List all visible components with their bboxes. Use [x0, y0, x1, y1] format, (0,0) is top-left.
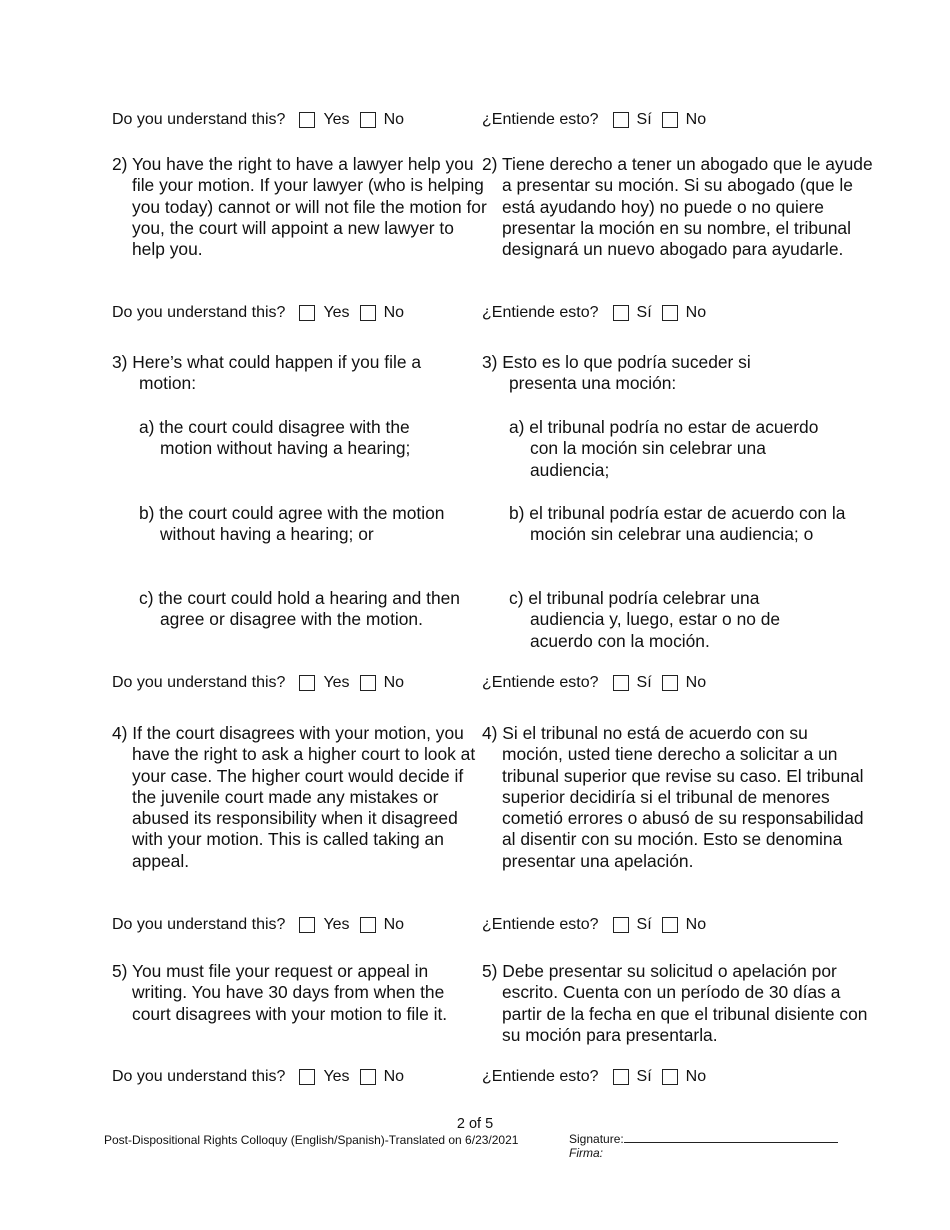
understand-question-5-en: Do you understand this? Yes No [112, 1068, 405, 1085]
no-checkbox-1-en[interactable] [360, 112, 376, 128]
item-3c-es: c) el tribunal podría celebrar una audiencia y, luego, estar o no de acuerdo con la moción. [509, 588, 781, 651]
item-3c-en: c) the court could hold a hearing and then agree or disagree with the motion. [139, 588, 460, 630]
item-5-en: 5) You must file your request or appeal in writing. You have 30 days from when the court disagrees with your motion to file it. [112, 961, 448, 1024]
no-checkbox-5-en[interactable] [360, 1069, 376, 1085]
item-2-en: 2) You have the right to have a lawyer help you file your motion. If your lawyer (who is helping you today) cannot or will not file the motion for you, the court will appoint a new lawyer to help you. [112, 154, 487, 260]
item-4-en: 4) If the court disagrees with your motion, you have the right to ask a higher court to look at your case. The higher court would decide if the juvenile court made any mistakes or abused its responsibility when it disagreed with your motion. This is called taking an appeal. [112, 723, 476, 871]
firma-label: Firma: [569, 1146, 603, 1160]
yes-checkbox-5-en[interactable] [299, 1069, 315, 1085]
understand-question-3-es: ¿Entiende esto? Sí No [482, 674, 707, 691]
no-checkbox-2-en[interactable] [360, 305, 376, 321]
item-3-es: 3) Esto es lo que podría suceder si presenta una moción: [482, 352, 751, 394]
item-3a-en: a) the court could disagree with the motion without having a hearing; [139, 417, 411, 459]
page-number: 2 of 5 [456, 1116, 494, 1132]
document-title-footer: Post-Dispositional Rights Colloquy (English/Spanish)-Translated on 6/23/2021 [104, 1133, 519, 1147]
yes-checkbox-3-en[interactable] [299, 675, 315, 691]
no-checkbox-4-en[interactable] [360, 917, 376, 933]
signature-block [569, 1131, 838, 1160]
no-checkbox-3-es[interactable] [662, 675, 678, 691]
item-3a-es: a) el tribunal podría no estar de acuerdo con la moción sin celebrar una audiencia; [509, 417, 819, 480]
understand-question-3-en: Do you understand this? Yes No [112, 674, 405, 691]
no-checkbox-5-es[interactable] [662, 1069, 678, 1085]
yes-checkbox-4-en[interactable] [299, 917, 315, 933]
understand-question-2-es: ¿Entiende esto? Sí No [482, 304, 707, 321]
si-checkbox-3-es[interactable] [613, 675, 629, 691]
item-5-es: 5) Debe presentar su solicitud o apelación por escrito. Cuenta con un período de 30 días a partir de la fecha en que el tribunal disiente con su moción para presentarla. [482, 961, 868, 1045]
item-3b-en: b) the court could agree with the motion without having a hearing; or [139, 503, 445, 545]
understand-question-2-en: Do you understand this? Yes No [112, 304, 405, 321]
item-3-en: 3) Here’s what could happen if you file a motion: [112, 352, 422, 394]
understand-question-1-es: ¿Entiende esto? Sí No [482, 111, 707, 128]
understand-question-4-es: ¿Entiende esto? Sí No [482, 916, 707, 933]
si-checkbox-5-es[interactable] [613, 1069, 629, 1085]
understand-question-5-es: ¿Entiende esto? Sí No [482, 1068, 707, 1085]
understand-question-4-en: Do you understand this? Yes No [112, 916, 405, 933]
signature-label: Signature: [569, 1132, 624, 1146]
signature-line[interactable] [624, 1131, 838, 1143]
no-checkbox-3-en[interactable] [360, 675, 376, 691]
si-checkbox-4-es[interactable] [613, 917, 629, 933]
yes-checkbox-1-en[interactable] [299, 112, 315, 128]
item-3b-es: b) el tribunal podría estar de acuerdo con la moción sin celebrar una audiencia; o [509, 503, 846, 545]
no-checkbox-2-es[interactable] [662, 305, 678, 321]
si-checkbox-2-es[interactable] [613, 305, 629, 321]
no-checkbox-1-es[interactable] [662, 112, 678, 128]
si-checkbox-1-es[interactable] [613, 112, 629, 128]
yes-checkbox-2-en[interactable] [299, 305, 315, 321]
no-checkbox-4-es[interactable] [662, 917, 678, 933]
item-4-es: 4) Si el tribunal no está de acuerdo con su moción, usted tiene derecho a solicitar a un tribunal superior que revise su caso. El tribunal superior decidiría si el tribunal de menores cometió errores o abusó de su responsabilidad al disentir con su moción. Esto se denomina presentar una apelación. [482, 723, 864, 871]
item-2-es: 2) Tiene derecho a tener un abogado que le ayude a presentar su moción. Si su abogado (que le está ayudando hoy) no puede o no quiere presentar la moción en su nombre, el tribunal designará un nuevo abogado para ayudarle. [482, 154, 873, 260]
understand-question-1-en: Do you understand this? Yes No [112, 111, 405, 128]
